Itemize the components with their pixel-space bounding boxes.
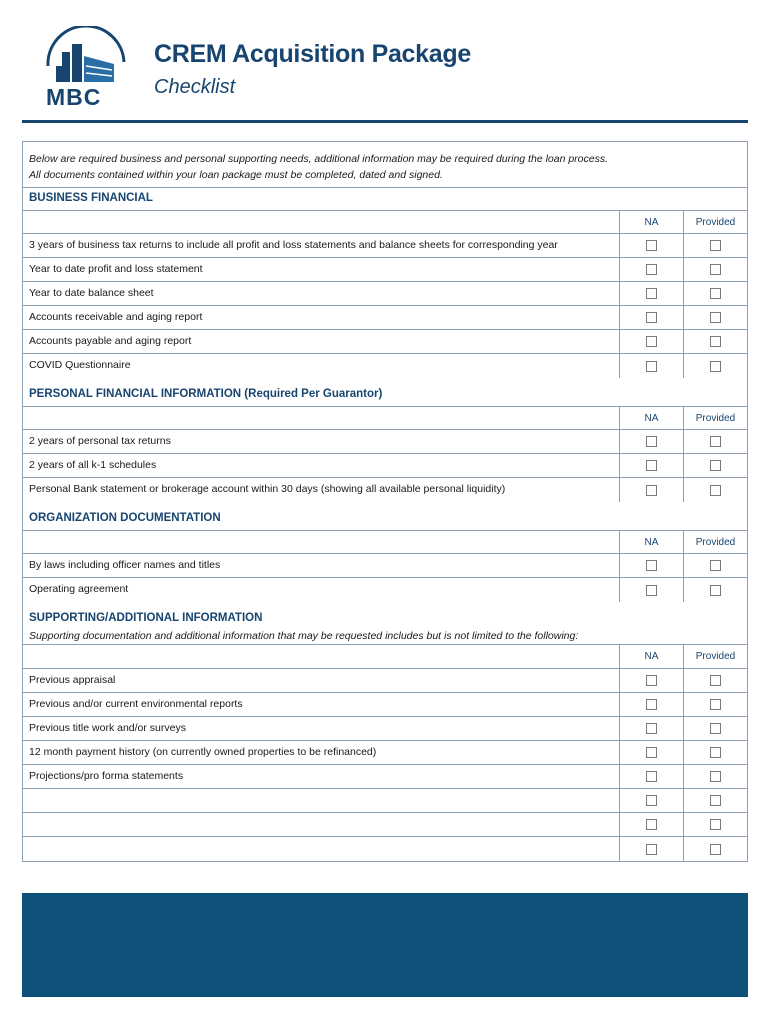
provided-checkbox[interactable]	[710, 819, 721, 830]
checklist-row	[23, 258, 747, 282]
na-column-header: NA	[619, 211, 683, 233]
checklist-row	[23, 669, 747, 693]
section-title: ORGANIZATION DOCUMENTATION	[29, 512, 221, 524]
item-label: 12 month payment history (on currently owned properties to be refinanced)	[29, 746, 377, 758]
item-label: 3 years of business tax returns to include all profit and loss statements and balance sheets for corresponding year	[29, 239, 558, 251]
item-input[interactable]	[23, 813, 619, 836]
provided-checkbox[interactable]	[710, 336, 721, 347]
checklist-row-blank	[23, 789, 747, 813]
na-checkbox[interactable]	[646, 819, 657, 830]
item-label: 2 years of personal tax returns	[29, 435, 171, 447]
provided-checkbox[interactable]	[710, 844, 721, 855]
provided-checkbox[interactable]	[710, 288, 721, 299]
provided-checkbox[interactable]	[710, 485, 721, 496]
na-checkbox[interactable]	[646, 288, 657, 299]
checklist-row	[23, 717, 747, 741]
provided-checkbox[interactable]	[710, 436, 721, 447]
na-checkbox[interactable]	[646, 723, 657, 734]
item-label: Year to date profit and loss statement	[29, 263, 203, 275]
checklist-row	[23, 306, 747, 330]
na-checkbox[interactable]	[646, 312, 657, 323]
provided-column-header: Provided	[683, 407, 747, 429]
provided-checkbox[interactable]	[710, 585, 721, 596]
page-subtitle: Checklist	[154, 76, 236, 98]
na-checkbox[interactable]	[646, 795, 657, 806]
na-checkbox[interactable]	[646, 460, 657, 471]
provided-checkbox[interactable]	[710, 675, 721, 686]
header-divider	[22, 120, 748, 123]
na-column-header: NA	[619, 531, 683, 553]
na-checkbox[interactable]	[646, 675, 657, 686]
provided-checkbox[interactable]	[710, 264, 721, 275]
na-checkbox[interactable]	[646, 361, 657, 372]
item-label: COVID Questionnaire	[29, 359, 131, 371]
na-checkbox[interactable]	[646, 264, 657, 275]
checklist-row	[23, 234, 747, 258]
section-business-financial	[23, 188, 747, 378]
checklist-form	[22, 141, 748, 862]
na-checkbox[interactable]	[646, 585, 657, 596]
provided-checkbox[interactable]	[710, 460, 721, 471]
na-checkbox[interactable]	[646, 699, 657, 710]
section-organization-documentation	[23, 508, 747, 602]
na-checkbox[interactable]	[646, 747, 657, 758]
section-title: BUSINESS FINANCIAL	[29, 192, 153, 204]
item-label: Previous appraisal	[29, 674, 116, 686]
provided-checkbox[interactable]	[710, 240, 721, 251]
column-header-row	[23, 530, 747, 554]
na-checkbox[interactable]	[646, 560, 657, 571]
checklist-row	[23, 478, 747, 502]
provided-checkbox[interactable]	[710, 795, 721, 806]
na-checkbox[interactable]	[646, 844, 657, 855]
section-personal-financial	[23, 384, 747, 502]
section-supporting-information	[23, 608, 747, 861]
checklist-row	[23, 282, 747, 306]
intro-text	[23, 142, 747, 188]
checklist-row	[23, 693, 747, 717]
na-column-header: NA	[619, 645, 683, 668]
logo-text: MBC	[46, 84, 102, 110]
checklist-row	[23, 741, 747, 765]
provided-checkbox[interactable]	[710, 312, 721, 323]
item-label: Accounts receivable and aging report	[29, 311, 203, 323]
na-column-header: NA	[619, 407, 683, 429]
provided-checkbox[interactable]	[710, 361, 721, 372]
intro-line-2: All documents contained within your loan package must be completed, dated and signed.	[29, 169, 443, 181]
provided-checkbox[interactable]	[710, 560, 721, 571]
item-label: Previous title work and/or surveys	[29, 722, 186, 734]
na-checkbox[interactable]	[646, 240, 657, 251]
footer-band	[22, 893, 748, 997]
item-label: Personal Bank statement or brokerage account within 30 days (showing all available personal liquidity)	[29, 483, 506, 495]
na-checkbox[interactable]	[646, 336, 657, 347]
checklist-row-blank	[23, 837, 747, 861]
provided-checkbox[interactable]	[710, 747, 721, 758]
column-header-row	[23, 406, 747, 430]
item-label: Previous and/or current environmental reports	[29, 698, 243, 710]
checklist-row	[23, 554, 747, 578]
item-label: 2 years of all k-1 schedules	[29, 459, 157, 471]
item-input[interactable]	[23, 789, 619, 812]
provided-checkbox[interactable]	[710, 723, 721, 734]
item-input[interactable]	[23, 837, 619, 861]
mbc-logo	[40, 26, 130, 110]
checklist-row	[23, 765, 747, 789]
item-label: Accounts payable and aging report	[29, 335, 192, 347]
item-label: Year to date balance sheet	[29, 287, 154, 299]
column-header-row	[23, 210, 747, 234]
checklist-row-blank	[23, 813, 747, 837]
checklist-row	[23, 454, 747, 478]
section-note: Supporting documentation and additional information that may be requested includes but is not limited to the following:	[23, 628, 747, 645]
column-header-row	[23, 645, 747, 669]
item-label: Operating agreement	[29, 583, 129, 595]
provided-column-header: Provided	[683, 645, 747, 668]
item-label: Projections/pro forma statements	[29, 770, 184, 782]
checklist-row	[23, 578, 747, 602]
na-checkbox[interactable]	[646, 436, 657, 447]
provided-column-header: Provided	[683, 531, 747, 553]
section-title: SUPPORTING/ADDITIONAL INFORMATION	[29, 612, 263, 624]
page-title: CREM Acquisition Package	[154, 40, 471, 68]
provided-checkbox[interactable]	[710, 699, 721, 710]
item-label: By laws including officer names and titles	[29, 559, 221, 571]
provided-checkbox[interactable]	[710, 771, 721, 782]
intro-line-1: Below are required business and personal supporting needs, additional information may be required during the loan process.	[29, 153, 609, 165]
na-checkbox[interactable]	[646, 771, 657, 782]
checklist-row	[23, 430, 747, 454]
section-title: PERSONAL FINANCIAL INFORMATION (Required Per Guarantor)	[29, 388, 383, 400]
checklist-row	[23, 354, 747, 378]
na-checkbox[interactable]	[646, 485, 657, 496]
provided-column-header: Provided	[683, 211, 747, 233]
checklist-row	[23, 330, 747, 354]
